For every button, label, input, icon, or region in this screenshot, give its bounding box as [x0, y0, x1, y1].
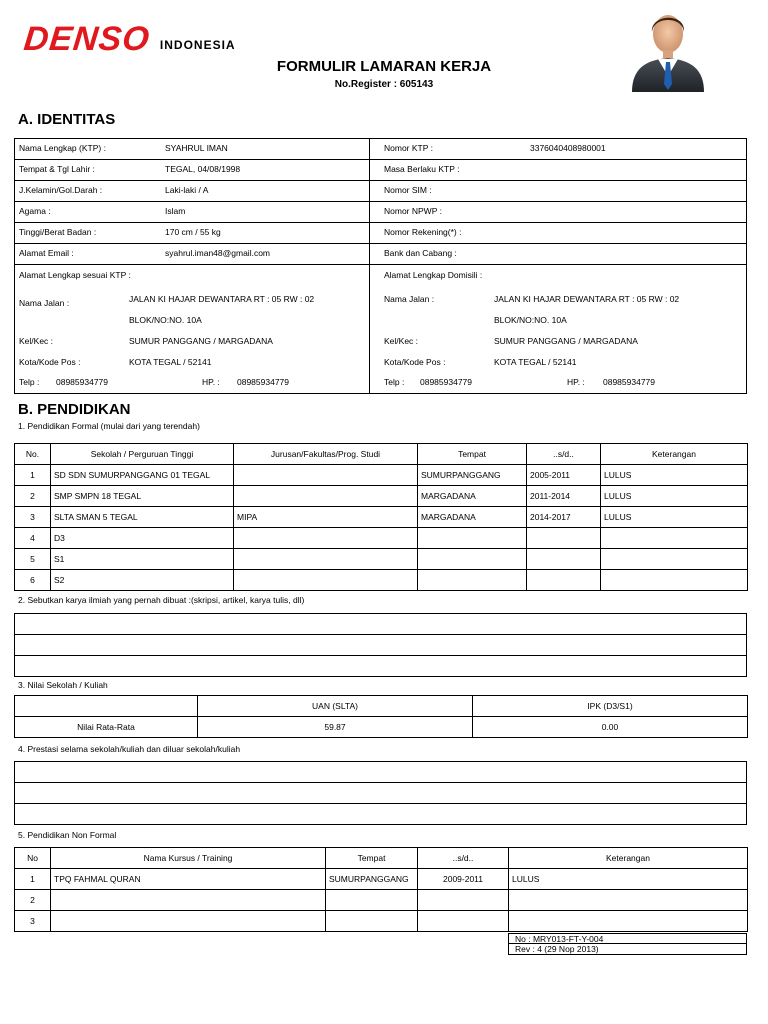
address-ktp-kel-label: Kel/Kec : — [19, 336, 54, 346]
label-jenis-kelamin: J.Kelamin/Gol.Darah : — [19, 185, 103, 195]
cell-keterangan — [601, 570, 748, 591]
cell-no: 3 — [15, 911, 51, 932]
blank-cell — [15, 614, 747, 635]
table-row — [15, 804, 747, 825]
karya-ilmiah-table — [14, 613, 747, 677]
address-domisili-title: Alamat Lengkap Domisili : — [384, 270, 483, 280]
cell-sekolah: S1 — [51, 549, 234, 570]
cell-periode: 2009-2011 — [418, 869, 509, 890]
cell-tempat: SUMURPANGGANG — [418, 465, 527, 486]
cell-jurusan — [234, 549, 418, 570]
cell-periode — [527, 549, 601, 570]
blank-cell — [15, 635, 747, 656]
cell-ipk: 0.00 — [473, 717, 748, 738]
cell-keterangan — [601, 549, 748, 570]
header-cell: Keterangan — [601, 444, 748, 465]
table-row — [15, 717, 748, 738]
address-ktp-street-line1: JALAN KI HAJAR DEWANTARA RT : 05 RW : 02 — [129, 294, 315, 304]
value-tempat-tgl-lahir: TEGAL, 04/08/1998 — [165, 164, 241, 174]
address-ktp-telp-label: Telp : — [19, 377, 40, 387]
header-cell: Nama Kursus / Training — [51, 848, 326, 869]
cell-keterangan — [601, 528, 748, 549]
address-domisili-telp-label: Telp : — [384, 377, 405, 387]
table-header-row — [15, 444, 748, 465]
address-domisili-hp-label: HP. : — [567, 377, 585, 387]
label-tempat-tgl-lahir: Tempat & Tgl Lahir : — [19, 164, 95, 174]
address-ktp-kota-value: KOTA TEGAL / 52141 — [129, 357, 212, 367]
table-row — [15, 570, 748, 591]
table-row — [15, 635, 747, 656]
label-bank-cabang: Bank dan Cabang : — [384, 248, 457, 258]
address-domisili-street-line2: BLOK/NO:NO. 10A — [494, 315, 567, 325]
label-nomor-rekening: Nomor Rekening(*) : — [384, 227, 462, 237]
section-identitas-heading: A. IDENTITAS — [18, 111, 116, 128]
cell-periode — [527, 528, 601, 549]
cell-keterangan: LULUS — [601, 465, 748, 486]
table-row — [15, 656, 747, 677]
address-ktp-kota-label: Kota/Kode Pos : — [19, 357, 81, 367]
cell-sekolah: SMP SMPN 18 TEGAL — [51, 486, 234, 507]
formal-education-table — [14, 443, 748, 591]
register-number: No.Register : 605143 — [334, 79, 434, 90]
address-ktp-telp-value: 08985934779 — [56, 377, 109, 387]
label-nama-lengkap: Nama Lengkap (KTP) : — [19, 143, 106, 153]
cell-no: 1 — [15, 869, 51, 890]
label-agama: Agama : — [19, 206, 51, 216]
value-agama: Islam — [165, 206, 186, 216]
cell-periode — [527, 570, 601, 591]
header-cell: Jurusan/Fakultas/Prog. Studi — [234, 444, 418, 465]
cell-periode: 2005-2011 — [527, 465, 601, 486]
cell-periode — [418, 911, 509, 932]
cell-keterangan: LULUS — [601, 507, 748, 528]
address-domisili-kel-label: Kel/Kec : — [384, 336, 419, 346]
address-ktp-street-label: Nama Jalan : — [19, 298, 70, 308]
blank-cell — [15, 783, 747, 804]
address-domisili-street-label: Nama Jalan : — [384, 294, 435, 304]
table-row — [15, 549, 748, 570]
section-pendidikan-heading: B. PENDIDIKAN — [18, 401, 131, 418]
label-nomor-npwp: Nomor NPWP : — [384, 206, 442, 216]
header-cell: Keterangan — [509, 848, 748, 869]
cell-tempat: MARGADANA — [418, 486, 527, 507]
cell-keterangan — [509, 911, 748, 932]
address-domisili-kota-label: Kota/Kode Pos : — [384, 357, 446, 367]
blank-cell — [15, 762, 747, 783]
table-row — [15, 890, 748, 911]
cell-periode — [418, 890, 509, 911]
cell-no: 5 — [15, 549, 51, 570]
cell-label: Nilai Rata-Rata — [15, 717, 198, 738]
cell-keterangan: LULUS — [601, 486, 748, 507]
header-cell — [15, 696, 198, 717]
value-nomor-ktp: 3376040408980001 — [530, 143, 606, 153]
cell-tempat — [418, 549, 527, 570]
logo-brand: DENSO — [22, 20, 152, 58]
blank-cell — [15, 804, 747, 825]
header-cell: Tempat — [326, 848, 418, 869]
cell-keterangan — [509, 890, 748, 911]
value-tinggi-berat: 170 cm / 55 kg — [165, 227, 221, 237]
cell-kursus — [51, 890, 326, 911]
nilai-sekolah-table — [14, 695, 748, 738]
cell-uan: 59.87 — [198, 717, 473, 738]
value-email: syahrul.iman48@gmail.com — [165, 248, 271, 258]
cell-periode: 2014-2017 — [527, 507, 601, 528]
nonformal-education-table — [14, 847, 748, 932]
table-header-row — [15, 848, 748, 869]
label-nomor-ktp: Nomor KTP : — [384, 143, 433, 153]
cell-no: 1 — [15, 465, 51, 486]
prestasi-title: 4. Prestasi selama sekolah/kuliah dan diluar sekolah/kuliah — [18, 744, 241, 754]
cell-jurusan — [234, 570, 418, 591]
cell-no: 6 — [15, 570, 51, 591]
header-cell: Sekolah / Perguruan Tinggi — [51, 444, 234, 465]
document-footnote — [508, 933, 747, 955]
header-cell: ..s/d.. — [527, 444, 601, 465]
blank-cell — [15, 656, 747, 677]
cell-no: 3 — [15, 507, 51, 528]
logo-subtext: INDONESIA — [159, 38, 236, 52]
table-row — [15, 762, 747, 783]
address-domisili-street-line1: JALAN KI HAJAR DEWANTARA RT : 05 RW : 02 — [494, 294, 680, 304]
cell-tempat — [418, 528, 527, 549]
cell-jurusan: MIPA — [234, 507, 418, 528]
nonformal-title: 5. Pendidikan Non Formal — [18, 830, 117, 840]
table-row — [15, 783, 747, 804]
label-email: Alamat Email : — [19, 248, 74, 258]
cell-tempat: SUMURPANGGANG — [326, 869, 418, 890]
value-nama-lengkap: SYAHRUL IMAN — [165, 143, 228, 153]
table-row — [15, 465, 748, 486]
cell-no: 4 — [15, 528, 51, 549]
address-domisili-kota-value: KOTA TEGAL / 52141 — [494, 357, 577, 367]
address-domisili-hp-value: 08985934779 — [603, 377, 656, 387]
cell-tempat — [418, 570, 527, 591]
cell-jurusan — [234, 486, 418, 507]
identity-table — [14, 138, 747, 394]
label-nomor-sim: Nomor SIM : — [384, 185, 432, 195]
cell-tempat: MARGADANA — [418, 507, 527, 528]
table-row — [15, 507, 748, 528]
address-ktp-hp-value: 08985934779 — [237, 377, 290, 387]
document-number: No : MRY013-FT-Y-004 — [509, 934, 746, 944]
address-ktp-title: Alamat Lengkap sesuai KTP : — [19, 270, 131, 280]
nilai-sekolah-title: 3. Nilai Sekolah / Kuliah — [18, 680, 108, 690]
cell-tempat — [326, 911, 418, 932]
table-row — [15, 528, 748, 549]
address-domisili-kel-value: SUMUR PANGGANG / MARGADANA — [494, 336, 638, 346]
cell-sekolah: SLTA SMAN 5 TEGAL — [51, 507, 234, 528]
cell-tempat — [326, 890, 418, 911]
table-row — [15, 911, 748, 932]
cell-no: 2 — [15, 486, 51, 507]
prestasi-table — [14, 761, 747, 825]
value-jenis-kelamin: Laki-laki / A — [165, 185, 209, 195]
address-domisili-telp-value: 08985934779 — [420, 377, 473, 387]
address-ktp-street-line2: BLOK/NO:NO. 10A — [129, 315, 202, 325]
table-header-row — [15, 696, 748, 717]
table-row — [15, 486, 748, 507]
cell-sekolah: D3 — [51, 528, 234, 549]
document-revision: Rev : 4 (29 Nop 2013) — [515, 944, 599, 954]
header-cell: ..s/d.. — [418, 848, 509, 869]
header-cell: UAN (SLTA) — [198, 696, 473, 717]
header-cell: Tempat — [418, 444, 527, 465]
label-masa-berlaku-ktp: Masa Berlaku KTP : — [384, 164, 460, 174]
address-ktp-kel-value: SUMUR PANGGANG / MARGADANA — [129, 336, 273, 346]
cell-sekolah: S2 — [51, 570, 234, 591]
header-cell: IPK (D3/S1) — [473, 696, 748, 717]
table-row — [15, 869, 748, 890]
cell-kursus — [51, 911, 326, 932]
form-title: FORMULIR LAMARAN KERJA — [276, 58, 492, 75]
address-ktp-hp-label: HP. : — [202, 377, 220, 387]
cell-keterangan: LULUS — [509, 869, 748, 890]
cell-kursus: TPQ FAHMAL QURAN — [51, 869, 326, 890]
denso-logo — [24, 22, 236, 56]
cell-jurusan — [234, 528, 418, 549]
header-cell: No. — [15, 444, 51, 465]
cell-jurusan — [234, 465, 418, 486]
karya-ilmiah-title: 2. Sebutkan karya ilmiah yang pernah dibuat :(skripsi, artikel, karya tulis, dll) — [18, 595, 305, 605]
table-row — [15, 614, 747, 635]
cell-sekolah: SD SDN SUMURPANGGANG 01 TEGAL — [51, 465, 234, 486]
label-tinggi-berat: Tinggi/Berat Badan : — [19, 227, 97, 237]
header-cell: No — [15, 848, 51, 869]
cell-periode: 2011-2014 — [527, 486, 601, 507]
cell-no: 2 — [15, 890, 51, 911]
formal-education-title: 1. Pendidikan Formal (mulai dari yang terendah) — [18, 421, 200, 431]
